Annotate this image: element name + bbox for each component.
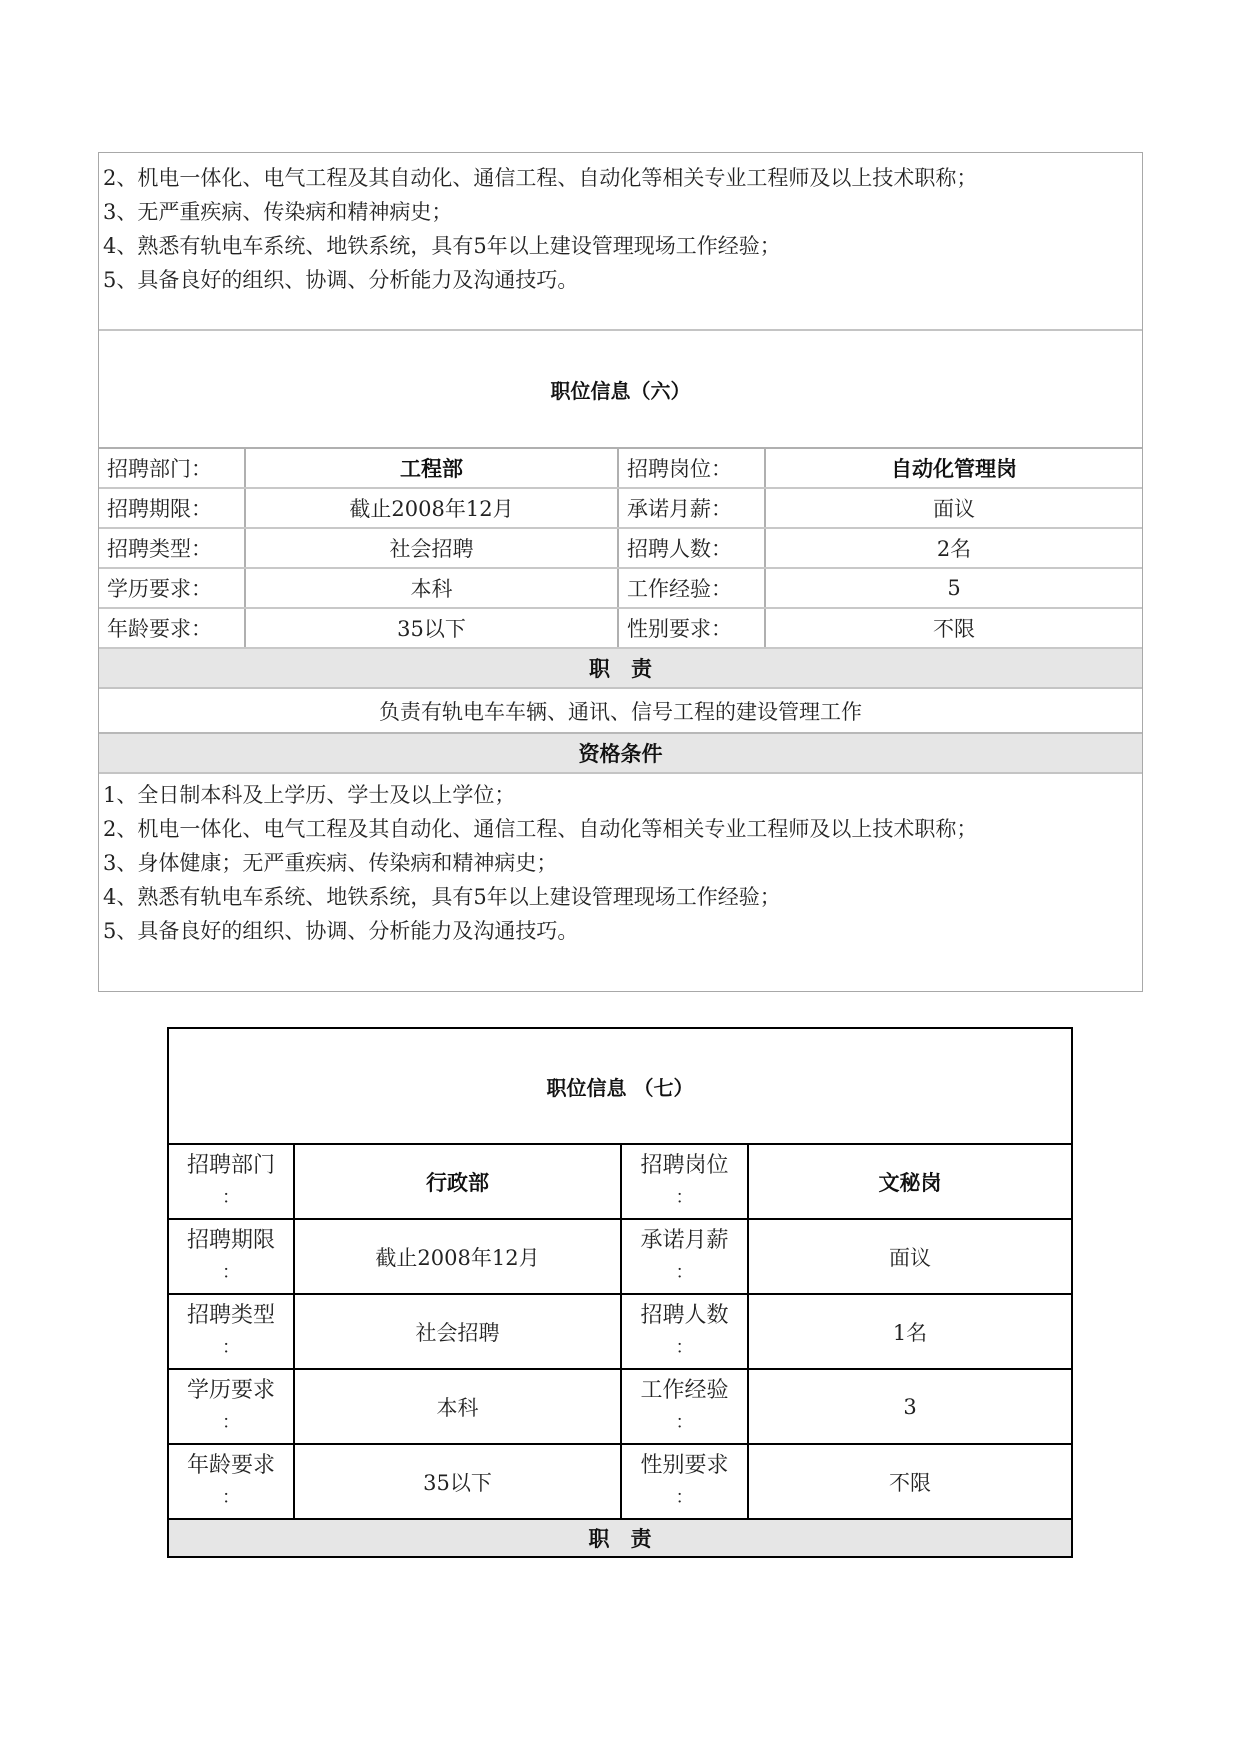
qualification-item: 2、机电一体化、电气工程及其自动化、通信工程、自动化等相关专业工程师及以上技术职称； <box>103 817 978 841</box>
field-label-colon: ： <box>675 1337 694 1358</box>
field-label: 招聘人数： <box>619 529 766 567</box>
field-label-colon: ： <box>675 1487 694 1508</box>
field-label <box>169 1295 295 1368</box>
field-label-text: 招聘类型 <box>186 1303 275 1328</box>
department-value: 行政部 <box>295 1145 622 1218</box>
age-value: 35以下 <box>295 1445 622 1518</box>
gender-value: 不限 <box>933 617 975 641</box>
duties-header: 职 责 <box>99 649 1142 689</box>
field-label: 工作经验： <box>619 569 766 607</box>
field-label-text: 招聘人数 <box>640 1303 729 1328</box>
field-label <box>169 1220 295 1293</box>
duties-header: 职 责 <box>169 1520 1071 1556</box>
table-row <box>99 449 1142 489</box>
field-label: 学历要求： <box>99 569 246 607</box>
field-label-text: 工作经验 <box>640 1378 729 1403</box>
gender-value: 不限 <box>889 1470 931 1495</box>
field-label: 招聘岗位： <box>619 449 766 487</box>
field-label <box>622 1145 749 1218</box>
field-label <box>169 1370 295 1443</box>
qualification-item: 4、熟悉有轨电车系统、地铁系统，具有5年以上建设管理现场工作经验； <box>103 885 781 909</box>
field-label-text: 招聘部门 <box>186 1153 275 1178</box>
position-value: 文秘岗 <box>878 1170 942 1195</box>
experience-value: 5 <box>947 576 961 600</box>
field-label-colon: ： <box>222 1412 240 1433</box>
qualification-item: 3、无严重疾病、传染病和精神病史； <box>103 200 453 224</box>
table-row <box>169 1295 1071 1370</box>
field-label-text: 招聘岗位 <box>640 1153 729 1178</box>
experience-value: 3 <box>903 1394 917 1419</box>
table-row <box>99 529 1142 569</box>
field-label: 招聘期限： <box>99 489 246 527</box>
table-row <box>99 489 1142 529</box>
age-value: 35以下 <box>246 609 619 647</box>
field-label-text: 承诺月薪 <box>640 1228 729 1253</box>
field-label-colon: ： <box>222 1337 240 1358</box>
hiring-type-value: 社会招聘 <box>246 529 619 567</box>
field-label-colon: ： <box>675 1262 694 1283</box>
qualifications-continued <box>99 153 1142 331</box>
qualification-item: 2、机电一体化、电气工程及其自动化、通信工程、自动化等相关专业工程师及以上技术职称； <box>103 166 978 190</box>
table-row <box>169 1370 1071 1445</box>
field-label <box>622 1445 749 1518</box>
hiring-type-value: 社会招聘 <box>295 1295 622 1368</box>
qualification-item: 3、身体健康；无严重疾病、传染病和精神病史； <box>103 851 558 875</box>
qualification-item: 5、具备良好的组织、协调、分析能力及沟通技巧。 <box>103 268 579 292</box>
field-label: 招聘部门： <box>99 449 246 487</box>
job-table-7 <box>167 1027 1073 1558</box>
qualification-item: 1、全日制本科及上学历、学士及以上学位； <box>103 783 516 807</box>
table-row <box>169 1145 1071 1220</box>
deadline-value: 截止2008年12月 <box>295 1220 622 1293</box>
field-label: 年龄要求： <box>99 609 246 647</box>
qualifications-list <box>99 774 1142 991</box>
table-row <box>99 609 1142 649</box>
headcount-value: 1名 <box>892 1320 928 1345</box>
department-value: 工程部 <box>246 449 619 487</box>
qualifications-header: 资格条件 <box>99 734 1142 774</box>
field-label-colon: ： <box>222 1187 240 1208</box>
job-title-heading: 职位信息（六） <box>99 331 1142 449</box>
table-row <box>99 569 1142 609</box>
education-value: 本科 <box>246 569 619 607</box>
field-label-colon: ： <box>675 1412 694 1433</box>
field-label-text: 招聘期限 <box>186 1228 275 1253</box>
field-label <box>169 1445 295 1518</box>
field-label <box>622 1295 749 1368</box>
field-label-text: 性别要求 <box>640 1453 729 1478</box>
table-row <box>169 1445 1071 1520</box>
field-label-text: 学历要求 <box>186 1378 275 1403</box>
duties-text: 负责有轨电车车辆、通讯、信号工程的建设管理工作 <box>99 689 1142 734</box>
field-label <box>169 1145 295 1218</box>
field-label: 招聘类型： <box>99 529 246 567</box>
job-table-6 <box>98 152 1143 992</box>
field-label <box>622 1370 749 1443</box>
position-value: 自动化管理岗 <box>891 457 1017 481</box>
salary-value: 面议 <box>933 497 975 521</box>
field-label <box>622 1220 749 1293</box>
field-label-colon: ： <box>675 1187 694 1208</box>
table-row <box>169 1220 1071 1295</box>
field-label-text: 年龄要求 <box>186 1453 275 1478</box>
qualification-item: 5、具备良好的组织、协调、分析能力及沟通技巧。 <box>103 919 579 943</box>
education-value: 本科 <box>295 1370 622 1443</box>
field-label: 性别要求： <box>619 609 766 647</box>
field-label: 承诺月薪： <box>619 489 766 527</box>
qualification-item: 4、熟悉有轨电车系统、地铁系统，具有5年以上建设管理现场工作经验； <box>103 234 781 258</box>
field-label-colon: ： <box>222 1487 240 1508</box>
field-label-colon: ： <box>222 1262 240 1283</box>
job-title-heading: 职位信息 （七） <box>169 1029 1071 1145</box>
headcount-value: 2名 <box>936 537 972 561</box>
salary-value: 面议 <box>889 1245 931 1270</box>
deadline-value: 截止2008年12月 <box>246 489 619 527</box>
